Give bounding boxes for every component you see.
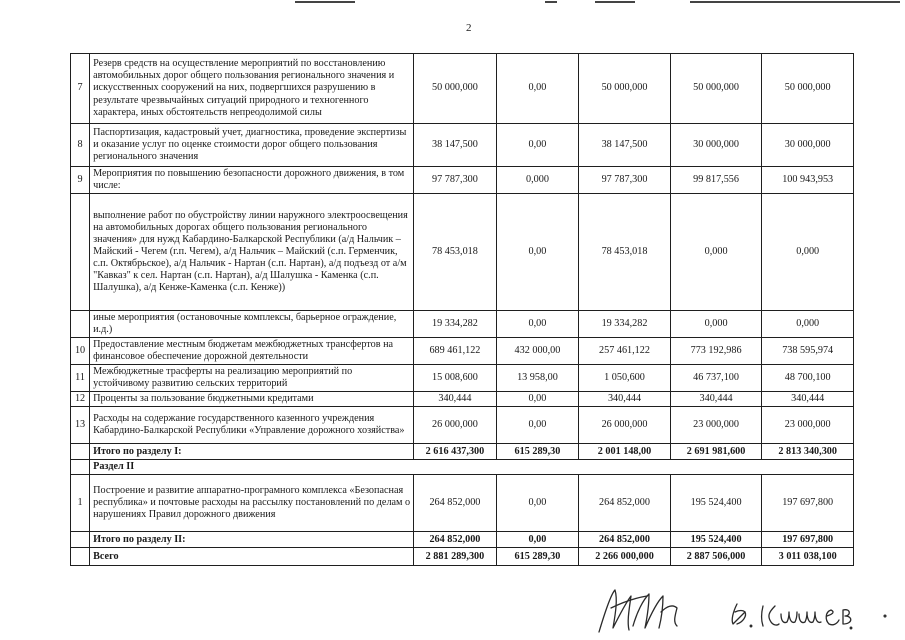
value-cell: 264 852,000 [414, 475, 497, 532]
value-cell: 15 008,600 [414, 365, 497, 392]
value-cell: 78 453,018 [579, 194, 671, 311]
value-cell: 23 000,000 [762, 407, 854, 444]
value-cell: 97 787,300 [414, 167, 497, 194]
value-cell: 0,00 [496, 124, 579, 167]
total-row [71, 532, 854, 548]
value-cell: 0,00 [496, 532, 579, 548]
row-description: иные мероприятия (остановочные комплексы, барьерное ограждение, и.д.) [90, 311, 414, 338]
table-row [71, 365, 854, 392]
value-cell: 19 334,282 [579, 311, 671, 338]
value-cell: 0,000 [762, 311, 854, 338]
row-description: Итого по разделу II: [90, 532, 414, 548]
value-cell: 1 050,600 [579, 365, 671, 392]
value-cell: 97 787,300 [579, 167, 671, 194]
value-cell: 264 852,000 [579, 475, 671, 532]
scan-artifact-lines [0, 0, 905, 6]
value-cell: 340,444 [762, 392, 854, 407]
value-cell: 30 000,000 [762, 124, 854, 167]
value-cell: 38 147,500 [579, 124, 671, 167]
value-cell: 2 001 148,00 [579, 444, 671, 460]
value-cell: 48 700,100 [762, 365, 854, 392]
value-cell: 26 000,000 [414, 407, 497, 444]
value-cell: 2 266 000,000 [579, 548, 671, 566]
row-description: Всего [90, 548, 414, 566]
value-cell: 46 737,100 [670, 365, 762, 392]
table-row [71, 54, 854, 124]
value-cell: 195 524,400 [670, 532, 762, 548]
value-cell: 738 595,974 [762, 338, 854, 365]
value-cell: 100 943,953 [762, 167, 854, 194]
value-cell: 0,00 [496, 54, 579, 124]
row-number [71, 194, 90, 311]
signature [585, 582, 905, 640]
row-description: выполнение работ по обустройству линии наружного электроосвещения на автомобильных дорогах общего пользования регионального значения» для нужд Кабардино-Балкарской Республики (а/д Нальчик – Майский - Чегем (г.п. Чегем), а/д Нальчик – Майский (с.п. Герменчик, с.п. Октябрьское), а/д Нальчик - Нартан (с.п. Нартан), а/д подъезд от а/м "Кавказ" к сел. Нартан (с.п. Нартан), а/д Шалушка - Каменка (с.п. Шалушка), а/д Кенже-Каменка (с.п. Кенже)) [90, 194, 414, 311]
row-number: 10 [71, 338, 90, 365]
table-row [71, 194, 854, 311]
value-cell: 0,00 [496, 194, 579, 311]
budget-table [70, 53, 854, 566]
row-number: 11 [71, 365, 90, 392]
row-description: Паспортизация, кадастровый учет, диагностика, проведение экспертизы и оказание услуг по оценке стоимости дорог общего пользования регионального значения [90, 124, 414, 167]
value-cell: 99 817,556 [670, 167, 762, 194]
row-number [71, 460, 90, 475]
value-cell: 615 289,30 [496, 548, 579, 566]
row-description: Итого по разделу I: [90, 444, 414, 460]
table-row [71, 392, 854, 407]
value-cell: 0,000 [762, 194, 854, 311]
value-cell: 773 192,986 [670, 338, 762, 365]
row-number [71, 548, 90, 566]
value-cell: 13 958,00 [496, 365, 579, 392]
row-number: 8 [71, 124, 90, 167]
value-cell: 50 000,000 [762, 54, 854, 124]
value-cell: 38 147,500 [414, 124, 497, 167]
value-cell: 0,00 [496, 407, 579, 444]
value-cell: 50 000,000 [670, 54, 762, 124]
value-cell: 30 000,000 [670, 124, 762, 167]
value-cell: 432 000,00 [496, 338, 579, 365]
table-row [71, 124, 854, 167]
value-cell: 19 334,282 [414, 311, 497, 338]
value-cell: 689 461,122 [414, 338, 497, 365]
row-number: 7 [71, 54, 90, 124]
row-description: Расходы на содержание государственного казенного учреждения Кабардино-Балкарской Республики «Управление дорожного хозяйства» [90, 407, 414, 444]
row-number [71, 311, 90, 338]
total-row [71, 548, 854, 566]
value-cell: 615 289,30 [496, 444, 579, 460]
value-cell: 0,000 [496, 167, 579, 194]
value-cell: 2 887 506,000 [670, 548, 762, 566]
table-row [71, 167, 854, 194]
row-number: 13 [71, 407, 90, 444]
row-number: 12 [71, 392, 90, 407]
value-cell: 197 697,800 [762, 475, 854, 532]
value-cell: 50 000,000 [579, 54, 671, 124]
value-cell: 0,00 [496, 392, 579, 407]
row-number [71, 532, 90, 548]
value-cell: 2 616 437,300 [414, 444, 497, 460]
value-cell: 197 697,800 [762, 532, 854, 548]
table-row [71, 311, 854, 338]
row-description: Проценты за пользование бюджетными кредитами [90, 392, 414, 407]
page-number: 2 [466, 22, 472, 34]
value-cell: 340,444 [670, 392, 762, 407]
row-description: Мероприятия по повышению безопасности дорожного движения, в том числе: [90, 167, 414, 194]
row-number [71, 444, 90, 460]
value-cell: 2 691 981,600 [670, 444, 762, 460]
value-cell: 2 881 289,300 [414, 548, 497, 566]
value-cell: 0,00 [496, 311, 579, 338]
section-row [71, 460, 854, 475]
row-number: 9 [71, 167, 90, 194]
row-description: Предоставление местным бюджетам межбюджетных трансфертов на финансовое обеспечение дорожной деятельности [90, 338, 414, 365]
value-cell: 264 852,000 [579, 532, 671, 548]
value-cell: 2 813 340,300 [762, 444, 854, 460]
value-cell: 3 011 038,100 [762, 548, 854, 566]
section-title: Раздел II [90, 460, 854, 475]
value-cell: 340,444 [579, 392, 671, 407]
row-description: Межбюджетные трасферты на реализацию мероприятий по устойчивому развитию сельских территорий [90, 365, 414, 392]
value-cell: 23 000,000 [670, 407, 762, 444]
value-cell: 257 461,122 [579, 338, 671, 365]
value-cell: 0,000 [670, 311, 762, 338]
value-cell: 0,00 [496, 475, 579, 532]
value-cell: 195 524,400 [670, 475, 762, 532]
value-cell: 50 000,000 [414, 54, 497, 124]
value-cell: 0,000 [670, 194, 762, 311]
value-cell: 78 453,018 [414, 194, 497, 311]
table-row [71, 338, 854, 365]
value-cell: 264 852,000 [414, 532, 497, 548]
total-row [71, 444, 854, 460]
row-description: Построение и развитие аппаратно-програмного комплекса «Безопасная республика» и почтовые расходы на рассылку постановлений по делам о нарушениях Правил дорожного движения [90, 475, 414, 532]
table-row [71, 475, 854, 532]
row-number: 1 [71, 475, 90, 532]
table-row [71, 407, 854, 444]
value-cell: 340,444 [414, 392, 497, 407]
row-description: Резерв средств на осуществление мероприятий по восстановлению автомобильных дорог общего пользования регионального значения и искусственных сооружений на них, подвергшихся разрушению в результате чрезвычайных ситуаций природного и техногенного характера, иных обстоятельств непреодолимой силы [90, 54, 414, 124]
value-cell: 26 000,000 [579, 407, 671, 444]
